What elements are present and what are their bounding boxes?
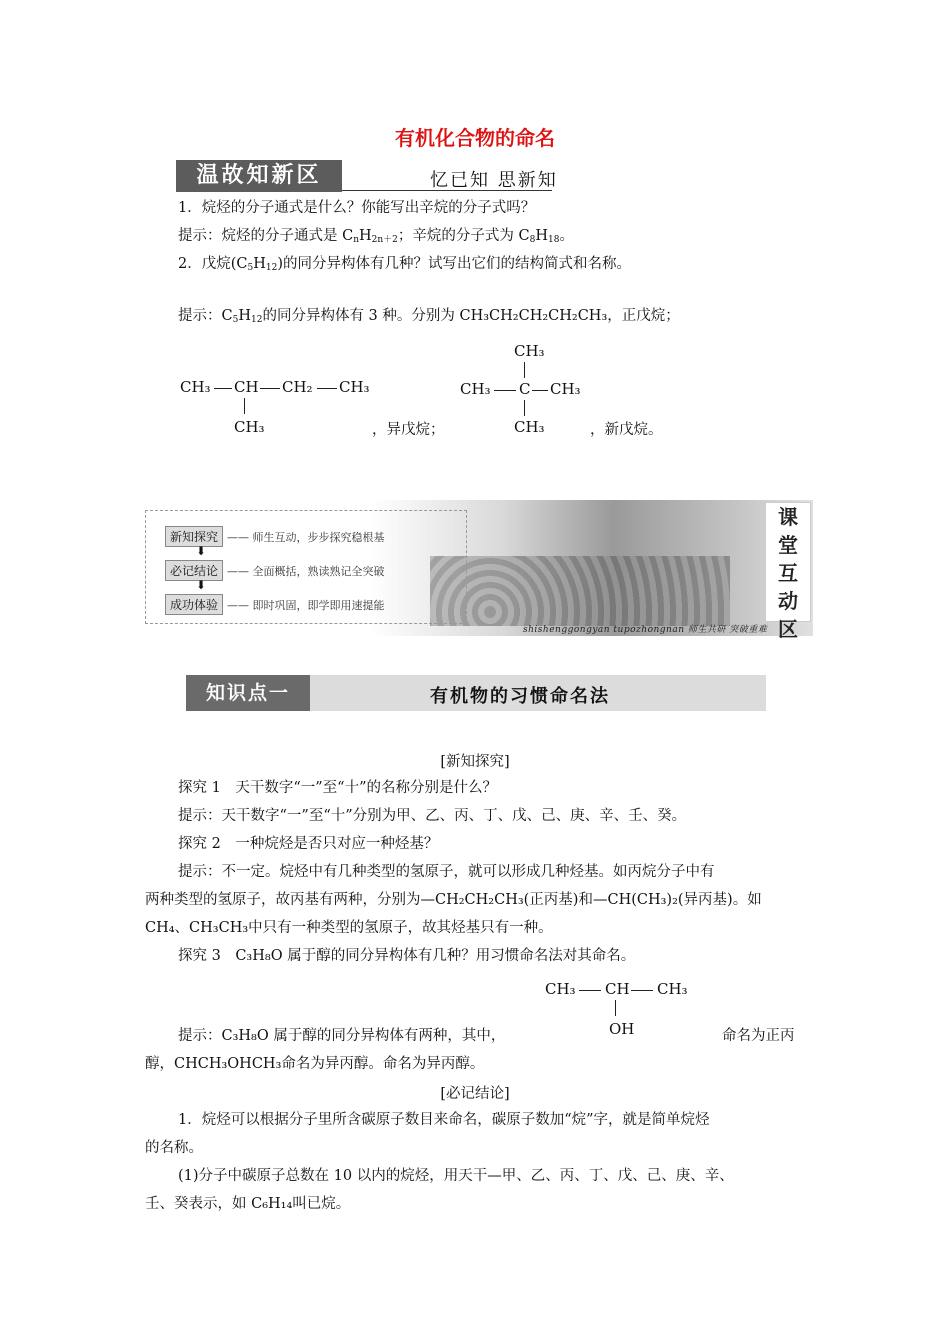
conclusion-p1-line1: 1．烷烃可以根据分子里所含碳原子数目来命名，碳原子数加“烷”字，就是简单烷烃 (178, 1112, 710, 1128)
explore-a2-line1: 提示：不一定。烷烃中有几种类型的氢原子，就可以形成几种烃基。如丙烷分子中有 (178, 864, 715, 880)
iso-ch: CH (234, 378, 259, 396)
neo-bond-left (494, 390, 516, 391)
prop-bond-vertical (615, 1000, 616, 1016)
review-question-1: 1．烷烃的分子通式是什么？你能写出辛烷的分子式吗？ (178, 200, 536, 216)
explore-a3-post: 命名为正丙 (722, 1028, 795, 1044)
conclusion-p2-line2: 壬、癸表示，如 C₆H₁₄叫已烷。 (145, 1196, 351, 1212)
step-1-label: 新知探究 (165, 526, 223, 547)
page-title: 有机化合物的命名 (395, 126, 555, 150)
step-3-desc: —— 即时巩固，即学即用速提能 (227, 599, 385, 612)
prop-ch3-1: CH₃ (545, 980, 576, 998)
prop-bond-1 (579, 990, 601, 991)
iso-ch3-1: CH₃ (180, 378, 211, 396)
step-3-label: 成功体验 (165, 594, 223, 615)
neopentane-structure (460, 342, 590, 442)
isopentane-structure (180, 378, 380, 438)
conclusion-p2-line1: (1)分子中碳原子总数在 10 以内的烷烃，用天干—甲、乙、丙、丁、戊、己、庚、辛、 (178, 1168, 734, 1184)
conclusion-heading: [必记结论] (440, 1086, 510, 1102)
explore-a3-pre: 提示：C₃H₈O 属于醇的同分异构体有两种，其中， (178, 1028, 506, 1044)
arrow-down-icon: ⬇ (196, 544, 207, 558)
ketang-step-3 (165, 594, 385, 615)
neo-bond-right (532, 390, 548, 391)
arrow-down-icon: ⬇ (196, 578, 207, 592)
explore-q2: 探究 2 一种烷烃是否只对应一种烃基？ (178, 836, 439, 852)
explore-a3-line2: 醇，CHCH₃OHCH₃命名为异丙醇。命名为异丙醇。 (145, 1056, 485, 1072)
vert-char: 堂 (778, 533, 798, 557)
explore-a2-line2: 两种类型的氢原子，故丙基有两种，分别为—CH₂CH₂CH₃(正丙基)和—CH(CH₃)₂(异丙基)。如 (145, 892, 762, 908)
isopentane-caption: ，异戊烷； (372, 422, 445, 438)
explore-q1: 探究 1 天干数字“一”至“十”的名称分别是什么？ (178, 780, 497, 796)
propanol-structure (545, 980, 715, 1046)
banner-underline (342, 190, 552, 191)
iso-bond-1 (214, 388, 232, 389)
ketang-vertical-title (765, 502, 811, 641)
step-2-desc: —— 全面概括，熟读熟记全突破 (227, 565, 385, 578)
iso-bond-3 (317, 388, 337, 389)
prop-ch3-2: CH₃ (657, 980, 688, 998)
prop-oh: OH (609, 1020, 635, 1038)
neo-bond-bottom (524, 400, 525, 416)
review-question-2: 2．戊烷$(C_5H_{12})$的同分异构体有几种？试写出它们的结构简式和名称。 (178, 256, 631, 273)
prop-ch: CH (605, 980, 630, 998)
explore-a1: 提示：天干数字“一”至“十”分别为甲、乙、丙、丁、戊、己、庚、辛、壬、癸。 (178, 808, 687, 824)
vert-char: 课 (778, 505, 798, 529)
neo-ch3-left: CH₃ (460, 380, 491, 398)
explore-q3: 探究 3 C₃H₈O 属于醇的同分异构体有几种？用习惯命名法对其命名。 (178, 948, 636, 964)
knowledge-point-title: 有机物的习惯命名法 (430, 686, 610, 707)
iso-bond-vertical (244, 398, 245, 414)
explore-heading: [新知探究] (440, 754, 510, 770)
vert-char: 动 (778, 589, 798, 613)
iso-ch2: CH₂ (282, 378, 313, 396)
explore-a2-line3: CH₄、CH₃CH₃中只有一种类型的氢原子，故其烃基只有一种。 (145, 920, 553, 936)
step-1-desc: —— 师生互动，步步探究稳根基 (227, 531, 385, 544)
vert-char: 区 (778, 617, 798, 641)
knowledge-point-label: 知识点一 (186, 675, 310, 711)
neo-ch3-top: CH₃ (514, 342, 545, 360)
neo-c: C (519, 380, 531, 398)
neo-bond-top (524, 362, 525, 378)
ketang-pinyin: shishenggongyan tupozhongnan 师生共研 突破重难 (523, 625, 768, 635)
conclusion-p1-line2: 的名称。 (145, 1140, 203, 1156)
vert-char: 互 (778, 561, 798, 585)
neopentane-caption: ，新戊烷。 (590, 422, 663, 438)
neo-ch3-bottom: CH₃ (514, 418, 545, 436)
prop-bond-2 (631, 990, 653, 991)
review-banner: 温故知新区 (176, 160, 342, 192)
review-subtitle: 忆已知 思新知 (430, 170, 558, 191)
iso-ch3-3: CH₃ (234, 418, 265, 436)
step-2-label: 必记结论 (165, 560, 223, 581)
iso-ch3-2: CH₃ (339, 378, 370, 396)
review-answer-2: 提示：$C_5H_{12}$的同分异构体有 3 种。分别为 CH₃CH₂CH₂CH₂CH₃，正戊烷； (178, 308, 680, 325)
review-answer-1: 提示：烷烃的分子通式是 $C_nH_{2n+2}$；辛烷的分子式为 $C_8H_{18}$。 (178, 228, 574, 245)
iso-bond-2 (260, 388, 280, 389)
neo-ch3-right: CH₃ (550, 380, 581, 398)
